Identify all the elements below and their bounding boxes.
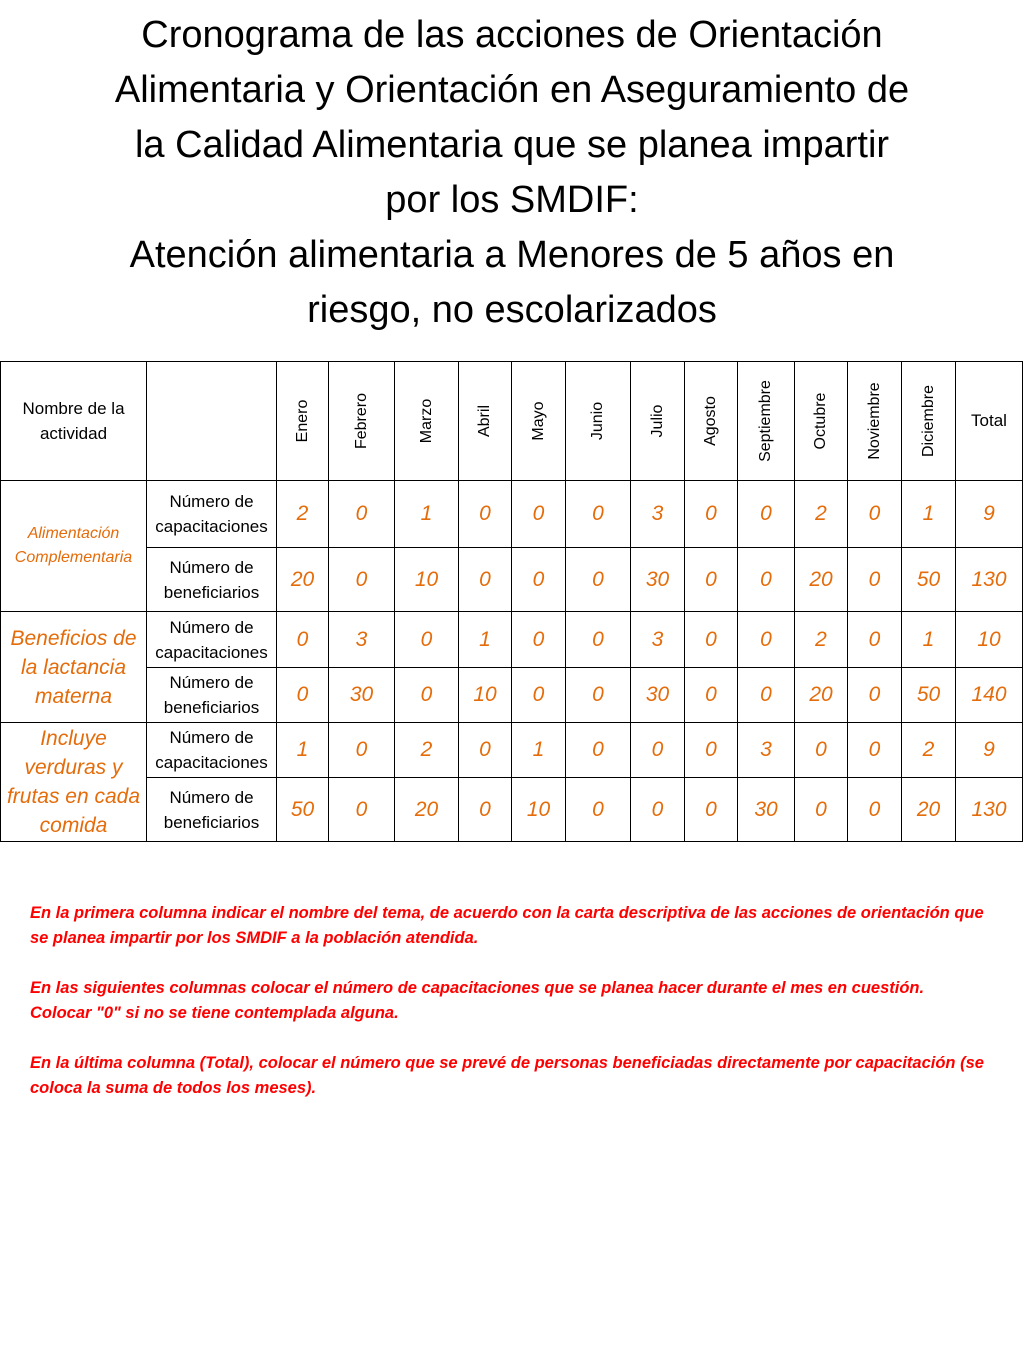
title-line: la Calidad Alimentaria que se planea impartir	[134, 124, 890, 166]
month-header: Noviembre	[848, 362, 902, 481]
value-cell: 20	[795, 548, 848, 612]
activity-name-header: Nombre de la actividad	[1, 362, 147, 481]
metric-label: Número de capacitaciones	[147, 723, 277, 778]
subtitle-line: Atención alimentaria a Menores de 5 años en	[129, 234, 895, 276]
value-cell: 0	[685, 668, 738, 723]
value-cell: 0	[512, 548, 566, 612]
value-cell: 30	[631, 548, 685, 612]
value-cell: 0	[459, 548, 512, 612]
activity-name: Incluye verduras y frutas en cada comida	[1, 723, 147, 842]
value-cell: 0	[566, 723, 631, 778]
metric-label: Número de beneficiarios	[147, 668, 277, 723]
value-cell: 0	[329, 723, 395, 778]
value-cell: 10	[459, 668, 512, 723]
value-cell: 0	[566, 668, 631, 723]
value-cell: 2	[902, 723, 956, 778]
value-cell: 0	[738, 668, 795, 723]
header-row	[1, 362, 1023, 481]
activity-name: Alimentación Complementaria	[1, 481, 147, 612]
value-cell: 1	[902, 481, 956, 548]
month-header: Septiembre	[738, 362, 795, 481]
value-cell: 2	[795, 481, 848, 548]
total-cell: 9	[956, 481, 1023, 548]
value-cell: 0	[848, 668, 902, 723]
metric-header	[147, 362, 277, 481]
value-cell: 0	[512, 612, 566, 668]
value-cell: 10	[512, 778, 566, 842]
value-cell: 1	[395, 481, 459, 548]
month-header: Febrero	[329, 362, 395, 481]
month-header: Abril	[459, 362, 512, 481]
instruction-paragraph: En las siguientes columnas colocar el número de capacitaciones que se planea hacer durante el mes en cuestión. Colocar "0" si no se tiene contemplada alguna.	[30, 979, 925, 1022]
metric-label: Número de beneficiarios	[147, 778, 277, 842]
value-cell: 10	[395, 548, 459, 612]
value-cell: 0	[848, 548, 902, 612]
value-cell: 1	[277, 723, 329, 778]
table-row	[1, 612, 1023, 668]
table-row	[1, 668, 1023, 723]
value-cell: 0	[631, 778, 685, 842]
table-row	[1, 548, 1023, 612]
month-header: Agosto	[685, 362, 738, 481]
value-cell: 3	[329, 612, 395, 668]
value-cell: 0	[566, 778, 631, 842]
value-cell: 20	[795, 668, 848, 723]
month-header: Diciembre	[902, 362, 956, 481]
value-cell: 0	[566, 481, 631, 548]
value-cell: 0	[277, 668, 329, 723]
value-cell: 0	[848, 481, 902, 548]
value-cell: 2	[277, 481, 329, 548]
total-cell: 140	[956, 668, 1023, 723]
value-cell: 0	[848, 778, 902, 842]
table-row	[1, 481, 1023, 548]
value-cell: 20	[395, 778, 459, 842]
value-cell: 0	[459, 481, 512, 548]
value-cell: 20	[902, 778, 956, 842]
total-header: Total	[956, 362, 1023, 481]
value-cell: 1	[902, 612, 956, 668]
value-cell: 2	[395, 723, 459, 778]
value-cell: 0	[329, 778, 395, 842]
value-cell: 0	[685, 778, 738, 842]
value-cell: 0	[795, 778, 848, 842]
total-cell: 130	[956, 548, 1023, 612]
metric-label: Número de capacitaciones	[147, 481, 277, 548]
value-cell: 0	[631, 723, 685, 778]
total-cell: 9	[956, 723, 1023, 778]
value-cell: 0	[738, 612, 795, 668]
schedule-table	[0, 361, 1023, 842]
value-cell: 0	[459, 778, 512, 842]
value-cell: 0	[685, 548, 738, 612]
title-line: por los SMDIF:	[385, 179, 639, 221]
value-cell: 50	[902, 668, 956, 723]
value-cell: 0	[277, 612, 329, 668]
value-cell: 1	[512, 723, 566, 778]
value-cell: 50	[277, 778, 329, 842]
total-cell: 10	[956, 612, 1023, 668]
table-row	[1, 778, 1023, 842]
instruction-paragraph: En la primera columna indicar el nombre del tema, de acuerdo con la carta descriptiva de las acciones de orientación que se planea impartir por los SMDIF a la población atendida.	[30, 904, 984, 947]
month-header: Octubre	[795, 362, 848, 481]
value-cell: 20	[277, 548, 329, 612]
value-cell: 0	[459, 723, 512, 778]
month-header: Mayo	[512, 362, 566, 481]
value-cell: 0	[685, 612, 738, 668]
value-cell: 0	[566, 612, 631, 668]
metric-label: Número de beneficiarios	[147, 548, 277, 612]
value-cell: 0	[795, 723, 848, 778]
value-cell: 0	[685, 481, 738, 548]
value-cell: 3	[738, 723, 795, 778]
value-cell: 30	[329, 668, 395, 723]
month-header: Julio	[631, 362, 685, 481]
value-cell: 50	[902, 548, 956, 612]
value-cell: 0	[512, 481, 566, 548]
title-line: Alimentaria y Orientación en Aseguramiento de	[114, 69, 910, 111]
value-cell: 3	[631, 481, 685, 548]
month-header: Enero	[277, 362, 329, 481]
value-cell: 0	[685, 723, 738, 778]
value-cell: 1	[459, 612, 512, 668]
value-cell: 0	[395, 668, 459, 723]
month-header: Marzo	[395, 362, 459, 481]
total-cell: 130	[956, 778, 1023, 842]
value-cell: 0	[738, 548, 795, 612]
subtitle-line: riesgo, no escolarizados	[307, 289, 717, 331]
value-cell: 0	[848, 612, 902, 668]
instruction-paragraph: En la última columna (Total), colocar el número que se prevé de personas beneficiadas directamente por capacitación (se coloca la suma de todos los meses).	[30, 1054, 984, 1097]
activity-name: Beneficios de la lactancia materna	[1, 612, 147, 723]
month-header: Junio	[566, 362, 631, 481]
value-cell: 30	[738, 778, 795, 842]
value-cell: 2	[795, 612, 848, 668]
value-cell: 0	[848, 723, 902, 778]
value-cell: 0	[512, 668, 566, 723]
instructions	[30, 901, 990, 1126]
value-cell: 0	[329, 548, 395, 612]
value-cell: 0	[566, 548, 631, 612]
value-cell: 3	[631, 612, 685, 668]
table-row	[1, 723, 1023, 778]
title-line: Cronograma de las acciones de Orientación	[141, 14, 883, 56]
page-title	[0, 8, 1024, 338]
value-cell: 30	[631, 668, 685, 723]
value-cell: 0	[395, 612, 459, 668]
value-cell: 0	[329, 481, 395, 548]
value-cell: 0	[738, 481, 795, 548]
metric-label: Número de capacitaciones	[147, 612, 277, 668]
